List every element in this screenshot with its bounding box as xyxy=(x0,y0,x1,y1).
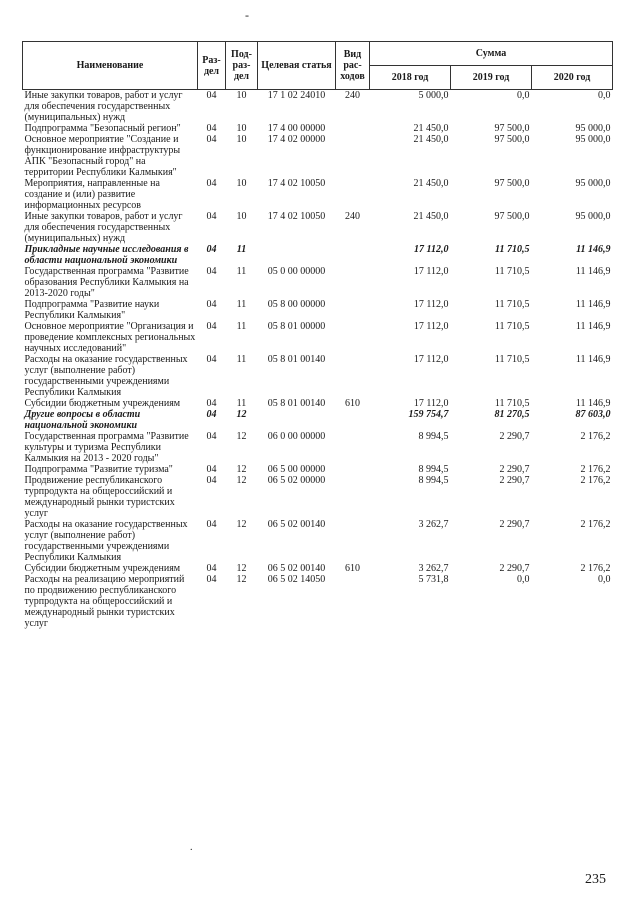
row-podrazdel: 10 xyxy=(236,134,247,145)
row-razdel: 04 xyxy=(206,244,217,255)
header-razdel: Раз-дел xyxy=(198,42,226,90)
row-sum-2020: 11 146,9 xyxy=(575,321,611,332)
row-name: Основное мероприятие "Создание и функционирование инфраструктуры АПК "Безопасный город" на территории Республики Калмыкия" xyxy=(24,134,181,178)
row-razdel: 04 xyxy=(206,398,217,409)
row-expense-type: 240 xyxy=(345,90,360,101)
row-expense-type xyxy=(336,409,370,431)
table-row xyxy=(23,431,613,464)
row-expense-type xyxy=(336,134,370,178)
row-podrazdel: 10 xyxy=(236,90,247,101)
row-sum-2018: 21 450,0 xyxy=(413,211,449,222)
row-razdel: 04 xyxy=(206,211,217,222)
row-razdel: 04 xyxy=(206,563,217,574)
row-sum-2019: 97 500,0 xyxy=(494,178,530,189)
row-expense-type xyxy=(336,431,370,464)
table-row xyxy=(23,134,613,178)
row-name: Подпрограмма "Безопасный регион" xyxy=(24,123,181,134)
row-podrazdel: 10 xyxy=(236,123,247,134)
row-name: Продвижение республиканского турпродукта на общероссийский и международный рынки туристских услуг xyxy=(24,475,175,519)
row-expense-type: 610 xyxy=(345,398,360,409)
row-name: Прикладные научные исследования в области национальной экономики xyxy=(24,244,189,266)
row-sum-2019: 97 500,0 xyxy=(494,211,530,222)
row-name: Подпрограмма "Развитие науки Республики Калмыкия" xyxy=(24,299,160,321)
table-row xyxy=(23,123,613,134)
row-sum-2018: 21 450,0 xyxy=(413,178,449,189)
row-podrazdel: 10 xyxy=(236,211,247,222)
row-razdel: 04 xyxy=(206,519,217,530)
row-podrazdel: 12 xyxy=(236,464,247,475)
header-year-2019: 2019 год xyxy=(451,66,532,90)
row-expense-type xyxy=(336,354,370,398)
row-podrazdel: 12 xyxy=(236,563,247,574)
table-row xyxy=(23,563,613,574)
budget-table xyxy=(22,41,613,629)
row-target-article: 05 8 01 00000 xyxy=(267,321,326,332)
row-sum-2018: 5 731,8 xyxy=(418,574,449,585)
row-podrazdel: 12 xyxy=(236,519,247,530)
row-target-article xyxy=(258,409,336,431)
row-sum-2020: 2 176,2 xyxy=(580,475,611,486)
row-name: Государственная программа "Развитие культуры и туризма Республики Калмыкия на 2013 - 2020 годы" xyxy=(24,431,189,464)
row-razdel: 04 xyxy=(206,123,217,134)
table-row xyxy=(23,178,613,211)
row-podrazdel: 12 xyxy=(236,431,247,442)
row-name: Расходы на оказание государственных услуг (выполнение работ) государственными учреждениями Республики Калмыкия xyxy=(24,354,188,398)
header-summa: Сумма xyxy=(370,42,613,66)
row-sum-2018: 17 112,0 xyxy=(413,321,449,332)
table-row xyxy=(23,464,613,475)
row-razdel: 04 xyxy=(206,134,217,145)
row-target-article: 05 0 00 00000 xyxy=(267,266,326,277)
row-podrazdel: 11 xyxy=(236,354,247,365)
row-podrazdel: 11 xyxy=(236,299,247,310)
row-sum-2019: 0,0 xyxy=(517,574,530,585)
row-podrazdel: 12 xyxy=(236,574,247,585)
row-sum-2020: 2 176,2 xyxy=(580,464,611,475)
row-sum-2018: 17 112,0 xyxy=(413,299,449,310)
table-body xyxy=(23,90,613,630)
row-target-article: 06 5 02 00140 xyxy=(267,563,326,574)
row-razdel: 04 xyxy=(206,409,217,420)
table-row xyxy=(23,299,613,321)
row-expense-type xyxy=(336,244,370,266)
header-expense-type: Вид рас-ходов xyxy=(336,42,370,90)
page-number: 235 xyxy=(585,872,606,887)
row-expense-type xyxy=(336,123,370,134)
row-name: Другие вопросы в области национальной экономики xyxy=(24,409,141,431)
row-sum-2019: 11 710,5 xyxy=(494,354,530,365)
table-row xyxy=(23,398,613,409)
table-row xyxy=(23,211,613,244)
row-sum-2020: 95 000,0 xyxy=(575,178,611,189)
row-expense-type xyxy=(336,464,370,475)
row-sum-2018: 17 112,0 xyxy=(413,354,449,365)
row-razdel: 04 xyxy=(206,475,217,486)
row-name: Расходы на реализацию мероприятий по продвижению республиканского турпродукта на общероссийский и международный рынки туристских услуг xyxy=(24,574,185,629)
row-sum-2020: 0,0 xyxy=(598,90,611,101)
table-row xyxy=(23,574,613,629)
row-sum-2020: 11 146,9 xyxy=(575,299,611,310)
row-target-article: 17 4 00 00000 xyxy=(267,123,326,134)
table-row xyxy=(23,90,613,124)
header-name: Наименование xyxy=(23,42,198,90)
row-sum-2018: 3 262,7 xyxy=(418,563,449,574)
table-row xyxy=(23,519,613,563)
row-podrazdel: 11 xyxy=(236,244,247,255)
row-sum-2020: 95 000,0 xyxy=(575,123,611,134)
row-sum-2018: 21 450,0 xyxy=(413,123,449,134)
row-expense-type xyxy=(336,178,370,211)
row-sum-2019: 11 710,5 xyxy=(494,266,530,277)
row-target-article: 06 5 00 00000 xyxy=(267,464,326,475)
row-podrazdel: 11 xyxy=(236,266,247,277)
row-podrazdel: 12 xyxy=(236,475,247,486)
row-sum-2020: 2 176,2 xyxy=(580,431,611,442)
row-razdel: 04 xyxy=(206,299,217,310)
row-sum-2018: 8 994,5 xyxy=(418,431,449,442)
row-name: Государственная программа "Развитие образования Республики Калмыкия на 2013-2020 годы" xyxy=(24,266,189,299)
row-sum-2018: 17 112,0 xyxy=(413,266,449,277)
row-sum-2018: 8 994,5 xyxy=(418,475,449,486)
row-sum-2019: 11 710,5 xyxy=(494,299,530,310)
header-target-article: Целевая статья xyxy=(258,42,336,90)
row-sum-2020: 0,0 xyxy=(598,574,611,585)
row-target-article: 17 4 02 10050 xyxy=(267,178,326,189)
row-expense-type: 240 xyxy=(345,211,360,222)
row-target-article: 17 4 02 10050 xyxy=(267,211,326,222)
row-sum-2020: 2 176,2 xyxy=(580,563,611,574)
row-sum-2020: 11 146,9 xyxy=(575,266,611,277)
row-sum-2018: 159 754,7 xyxy=(408,409,449,420)
row-sum-2020: 95 000,0 xyxy=(575,211,611,222)
row-razdel: 04 xyxy=(206,354,217,365)
row-sum-2019: 81 270,5 xyxy=(494,409,530,420)
row-razdel: 04 xyxy=(206,431,217,442)
row-expense-type xyxy=(336,299,370,321)
row-expense-type xyxy=(336,321,370,354)
row-name: Основное мероприятие "Организация и проведение комплексных региональных научных исследований" xyxy=(24,321,196,354)
row-name: Расходы на оказание государственных услуг (выполнение работ) государственными учреждениями Республики Калмыкия xyxy=(24,519,188,563)
row-name: Субсидии бюджетным учреждениям xyxy=(24,398,181,409)
row-name: Мероприятия, направленные на создание и (или) развитие информационных ресурсов xyxy=(24,178,160,211)
row-sum-2018: 5 000,0 xyxy=(418,90,449,101)
row-expense-type xyxy=(336,574,370,629)
table-row xyxy=(23,475,613,519)
row-expense-type xyxy=(336,519,370,563)
row-name: Субсидии бюджетным учреждениям xyxy=(24,563,181,574)
page-dash-mark: - xyxy=(245,8,249,22)
row-podrazdel: 11 xyxy=(236,321,247,332)
row-razdel: 04 xyxy=(206,464,217,475)
row-podrazdel: 10 xyxy=(236,178,247,189)
table-row xyxy=(23,354,613,398)
row-target-article: 06 5 02 14050 xyxy=(267,574,326,585)
row-sum-2018: 17 112,0 xyxy=(414,244,449,255)
row-sum-2019: 2 290,7 xyxy=(499,464,530,475)
table-row xyxy=(23,266,613,299)
row-sum-2018: 8 994,5 xyxy=(418,464,449,475)
row-expense-type: 610 xyxy=(345,563,360,574)
row-sum-2020: 11 146,9 xyxy=(575,398,611,409)
row-podrazdel: 12 xyxy=(236,409,247,420)
row-target-article: 17 1 02 24010 xyxy=(267,90,326,101)
row-sum-2019: 2 290,7 xyxy=(499,431,530,442)
row-sum-2019: 11 710,5 xyxy=(494,398,530,409)
row-razdel: 04 xyxy=(206,574,217,585)
row-razdel: 04 xyxy=(206,90,217,101)
row-sum-2020: 87 603,0 xyxy=(575,409,611,420)
row-razdel: 04 xyxy=(206,266,217,277)
row-sum-2019: 0,0 xyxy=(517,90,530,101)
row-sum-2020: 11 146,9 xyxy=(575,354,611,365)
row-sum-2019: 97 500,0 xyxy=(494,123,530,134)
row-target-article: 06 5 02 00000 xyxy=(267,475,326,486)
row-name: Иные закупки товаров, работ и услуг для обеспечения государственных (муниципальных) нужд xyxy=(24,211,183,244)
row-target-article xyxy=(258,244,336,266)
row-name: Подпрограмма "Развитие туризма" xyxy=(24,464,173,475)
row-name: Иные закупки товаров, работ и услуг для обеспечения государственных (муниципальных) нужд xyxy=(24,90,183,123)
page-dot-mark: . xyxy=(190,842,193,853)
header-year-2020: 2020 год xyxy=(532,66,613,90)
row-sum-2020: 2 176,2 xyxy=(580,519,611,530)
row-sum-2018: 3 262,7 xyxy=(418,519,449,530)
row-sum-2018: 17 112,0 xyxy=(413,398,449,409)
row-sum-2020: 95 000,0 xyxy=(575,134,611,145)
row-podrazdel: 11 xyxy=(236,398,247,409)
row-razdel: 04 xyxy=(206,178,217,189)
row-razdel: 04 xyxy=(206,321,217,332)
row-sum-2018: 21 450,0 xyxy=(413,134,449,145)
row-sum-2020: 11 146,9 xyxy=(576,244,611,255)
row-target-article: 05 8 01 00140 xyxy=(267,354,326,365)
table-row xyxy=(23,409,613,431)
row-sum-2019: 11 710,5 xyxy=(494,321,530,332)
table-row xyxy=(23,321,613,354)
row-target-article: 06 0 00 00000 xyxy=(267,431,326,442)
row-target-article: 05 8 00 00000 xyxy=(267,299,326,310)
row-sum-2019: 11 710,5 xyxy=(495,244,530,255)
header-year-2018: 2018 год xyxy=(370,66,451,90)
row-expense-type xyxy=(336,475,370,519)
row-sum-2019: 2 290,7 xyxy=(499,519,530,530)
table-row xyxy=(23,244,613,266)
row-target-article: 05 8 01 00140 xyxy=(267,398,326,409)
row-sum-2019: 97 500,0 xyxy=(494,134,530,145)
row-sum-2019: 2 290,7 xyxy=(499,475,530,486)
row-target-article: 17 4 02 00000 xyxy=(267,134,326,145)
row-expense-type xyxy=(336,266,370,299)
row-target-article: 06 5 02 00140 xyxy=(267,519,326,530)
header-podrazdel: Под-раз-дел xyxy=(226,42,258,90)
row-sum-2019: 2 290,7 xyxy=(499,563,530,574)
